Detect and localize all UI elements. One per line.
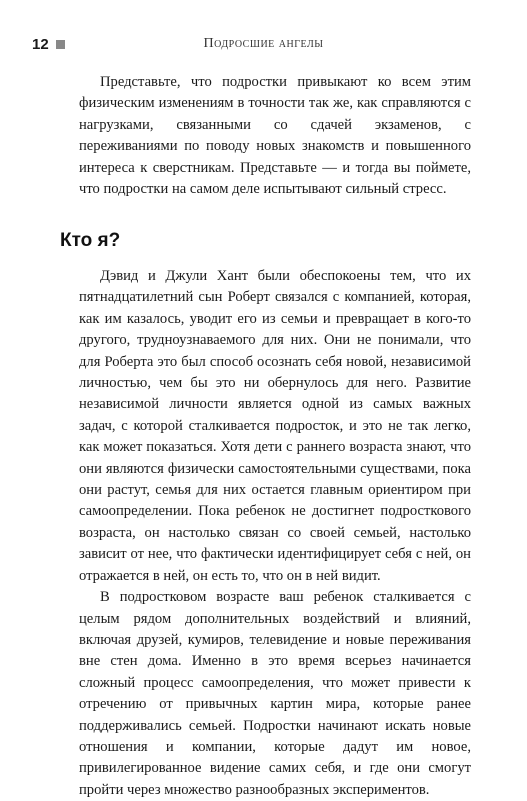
running-title: Подросшие ангелы (203, 36, 324, 51)
page-header (32, 36, 495, 56)
page-number: 12 (32, 36, 49, 53)
section-heading: Кто я? (60, 230, 121, 251)
paragraph: Дэвид и Джули Хант были обеспокоены тем, что их пятнадцатилетний сын Роберт связался с компанией, которая, как им казалось, уводит его из семьи и превращает в кого-то другого, трудноузнаваемого для них. Они не понимали, что для Роберта это был способ осознать себя новой, независимой личностью, чем бы это ни обернулось для него. Развитие независимой личности является одной из самых важных задач, с которой сталкивается подросток, и это не так легко, как может показаться. Хотя дети с раннего возраста знают, что они являются физически самостоятельными существами, пока они растут, семья для них остается главным ориентиром при самоопределении. Пока ребенок не достигнет подросткового возраста, он настолько связан со своей семьей, настолько зависит от нее, что фактически идентифицирует себя с ней, он отражается в ней, он есть то, что он в ней видит. (79, 268, 471, 584)
paragraph: Представьте, что подростки привыкают ко всем этим физическим изменениям в точности так же, как справляются с нагрузками, связанными со сдачей экзаменов, с переживаниями по поводу новых знакомств и повышенного интереса к сверстникам. Представьте — и тогда вы поймете, что подростки на самом деле испытывают сильный стресс. (79, 74, 471, 198)
section-body (79, 266, 471, 801)
paragraph: В подростковом возрасте ваш ребенок сталкивается с целым рядом дополнительных воздействий и влияний, включая друзей, кумиров, телевидение и новые переживания вне стен дома. Именно в это время всерьез начинается сложный процесс самоопределения, что может привести к отречению от привычных картин мира, которые ранее поддерживались семьей. Подростки начинают искать новые отношения и компании, которые дадут им новое, привилегированное видение самих себя, и где они смогут пройти через множество разнообразных экспериментов. (79, 589, 471, 798)
intro-text (79, 72, 471, 200)
